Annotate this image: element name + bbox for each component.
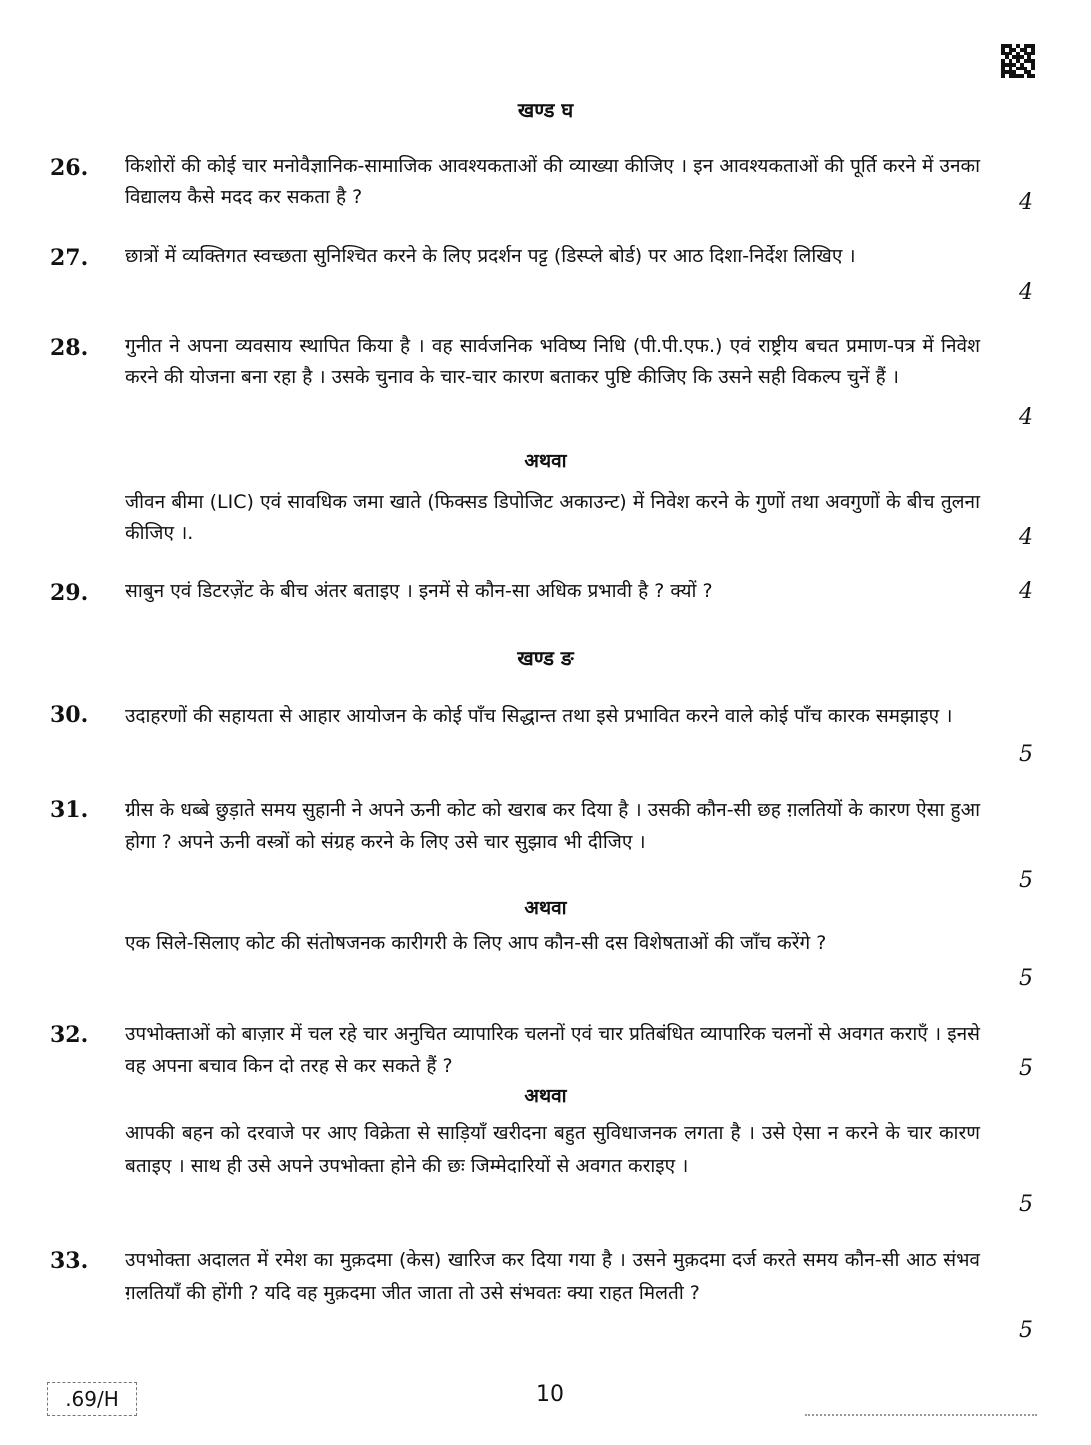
question-number-28: 28. xyxy=(50,335,89,361)
section-title-e: खण्ड ङ xyxy=(517,646,574,670)
marks-28-alt: 4 xyxy=(1019,525,1033,550)
question-text-31-alt: एक सिले-सिलाए कोट की संतोषजनक कारीगरी के लिए आप कौन-सी दस विशेषताओं की जाँच करेंगे ? xyxy=(125,932,827,954)
question-number-27: 27. xyxy=(50,245,89,271)
marks-26: 4 xyxy=(1019,190,1033,215)
question-text-33: उपभोक्ता अदालत में रमेश का मुक़दमा (केस) खारिज कर दिया गया है । उसने मुक़दमा दर्ज करते समय कौन-सी आठ संभव ग़लतियाँ की होंगी ? यदि वह मुक़दमा जीत जाता तो उसे संभवतः क्या राहत मिलती ? xyxy=(125,1249,980,1304)
marks-30: 5 xyxy=(1019,742,1033,767)
marks-27: 4 xyxy=(1019,280,1033,305)
footer-rule xyxy=(805,1414,1037,1416)
or-label: अथवा xyxy=(524,1085,567,1107)
or-label: अथवा xyxy=(524,897,567,919)
question-text-32-alt: आपकी बहन को दरवाजे पर आए विक्रेता से साड़ियाँ खरीदना बहुत सुविधाजनक लगता है । उसे ऐसा न करने के चार कारण बताइए । साथ ही उसे अपने उपभोक्ता होने की छः जिम्मेदारियों से अवगत कराइए । xyxy=(125,1122,980,1177)
question-text-28: गुनीत ने अपना व्यवसाय स्थापित किया है । वह सार्वजनिक भविष्य निधि (पी.पी.एफ.) एवं राष्ट्रीय बचत प्रमाण-पत्र में निवेश करने की योजना बना रहा है । उसके चुनाव के चार-चार कारण बताकर पुष्टि कीजिए कि उसने सही विकल्प चुनें हैं । xyxy=(125,335,980,388)
page-number: 10 xyxy=(536,1382,564,1407)
marks-29: 4 xyxy=(1019,579,1033,604)
marks-32: 5 xyxy=(1019,1056,1033,1081)
question-text-27: छात्रों में व्यक्तिगत स्वच्छता सुनिश्चित करने के लिए प्रदर्शन पट्ट (डिस्प्ले बोर्ड) पर आठ दिशा-निर्देश लिखिए । xyxy=(125,245,856,267)
question-text-28-alt: जीवन बीमा (LIC) एवं सावधिक जमा खाते (फिक्सड डिपोजिट अकाउन्ट) में निवेश करने के गुणों तथा अवगुणों के बीच तुलना कीजिए ।. xyxy=(125,491,980,544)
marks-31: 5 xyxy=(1019,868,1033,893)
question-number-29: 29. xyxy=(50,580,89,606)
question-text-32: उपभोक्ताओं को बाज़ार में चल रहे चार अनुचित व्यापारिक चलनों एवं चार प्रतिबंधित व्यापारिक चलनों से अवगत कराएँ । इनसे वह अपना बचाव किन दो तरह से कर सकते हैं ? xyxy=(125,1023,980,1077)
question-text-26: किशोरों की कोई चार मनोवैज्ञानिक-सामाजिक आवश्यकताओं की व्याख्या कीजिए । इन आवश्यकताओं की पूर्ति करने में उनका विद्यालय कैसे मदद कर सकता है ? xyxy=(125,155,980,208)
question-text-30: उदाहरणों की सहायता से आहार आयोजन के कोई पाँच सिद्धान्त तथा इसे प्रभावित करने वाले कोई पाँच कारक समझाइए । xyxy=(125,705,953,727)
question-text-29: साबुन एवं डिटरज़ेंट के बीच अंतर बताइए । इनमें से कौन-सा अधिक प्रभावी है ? क्यों ? xyxy=(125,580,713,602)
question-number-33: 33. xyxy=(50,1248,89,1274)
or-label: अथवा xyxy=(524,450,567,472)
question-number-26: 26. xyxy=(50,155,89,181)
question-number-30: 30. xyxy=(50,702,89,728)
marks-33: 5 xyxy=(1019,1318,1033,1343)
marks-32-alt: 5 xyxy=(1019,1192,1033,1217)
qr-code-icon xyxy=(1001,44,1035,78)
question-number-32: 32. xyxy=(50,1022,89,1048)
section-title-d: खण्ड घ xyxy=(517,98,574,122)
paper-code: .69/H xyxy=(47,1382,137,1416)
marks-28: 4 xyxy=(1019,405,1033,430)
question-number-31: 31. xyxy=(50,797,89,823)
question-text-31: ग्रीस के धब्बे छुड़ाते समय सुहानी ने अपने ऊनी कोट को खराब कर दिया है । उसकी कौन-सी छह ग़लतियों के कारण ऐसा हुआ होगा ? अपने ऊनी वस्त्रों को संग्रह करने के लिए उसे चार सुझाव भी दीजिए । xyxy=(125,799,980,853)
marks-31-alt: 5 xyxy=(1019,966,1033,991)
